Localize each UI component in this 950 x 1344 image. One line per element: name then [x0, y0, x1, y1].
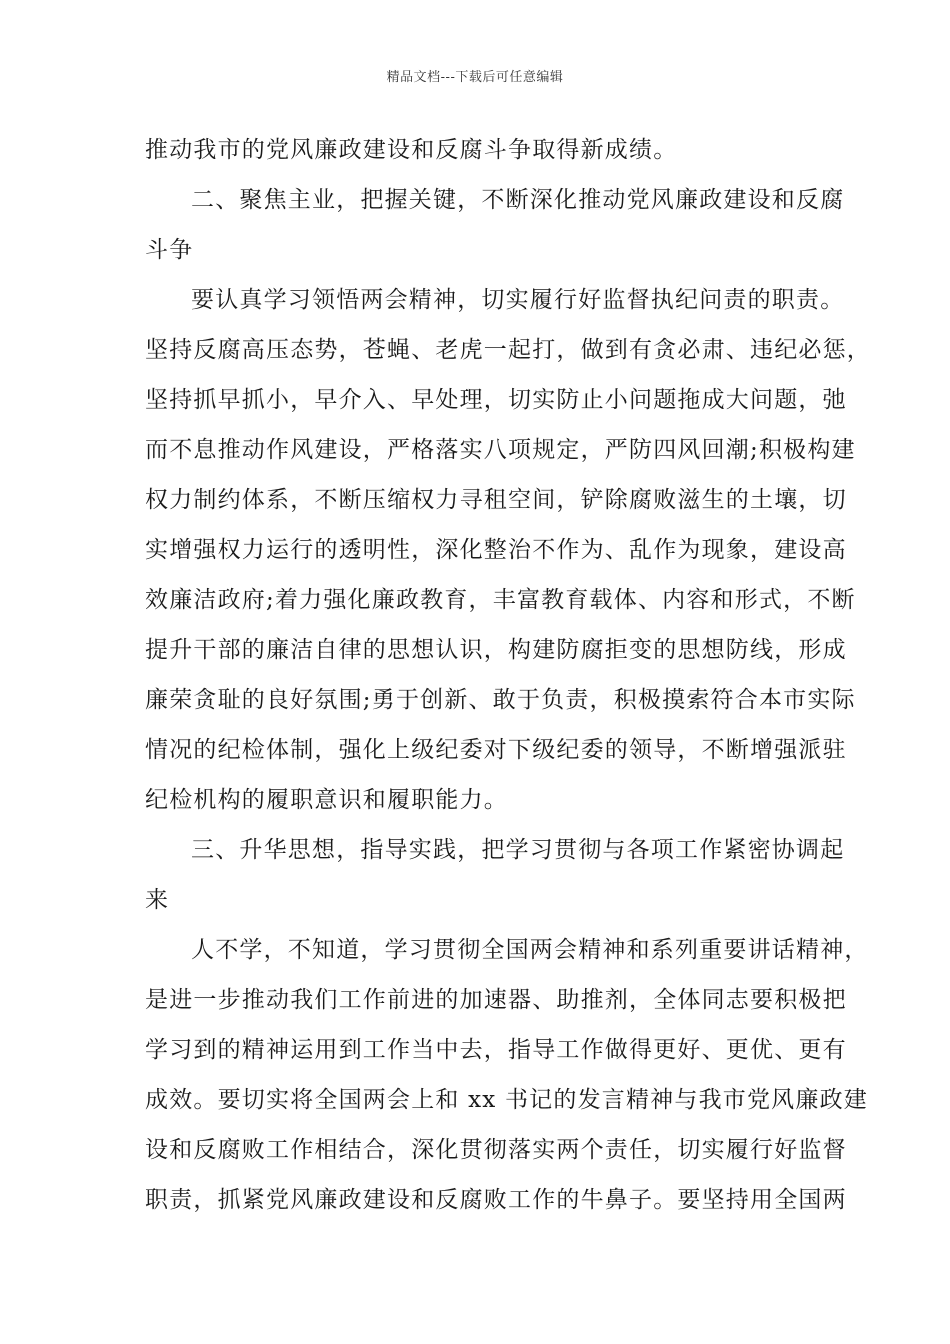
body-line: 效廉洁政府;着力强化廉政教育，丰富教育载体、内容和形式，不断 [145, 587, 856, 613]
body-line: 职责，抓紧党风廉政建设和反腐败工作的牛鼻子。要坚持用全国两 [145, 1187, 847, 1213]
body-line: 坚持抓早抓小，早介入、早处理，切实防止小问题拖成大问题，弛 [145, 387, 847, 413]
body-line: 学习到的精神运用到工作当中去，指导工作做得更好、更优、更有 [145, 1037, 847, 1063]
body-line: 推动我市的党风廉政建设和反腐斗争取得新成绩。 [145, 137, 678, 163]
body-line: 是进一步推动我们工作前进的加速器、助推剂，全体同志要积极把 [145, 987, 847, 1013]
paragraph-first-line: 人不学，不知道，学习贯彻全国两会精神和系列重要讲话精神， [191, 937, 869, 963]
body-line: 提升干部的廉洁自律的思想认识，构建防腐拒变的思想防线，形成 [145, 637, 847, 663]
body-line: 权力制约体系，不断压缩权力寻租空间，铲除腐败滋生的土壤，切 [145, 487, 847, 513]
paragraph-first-line: 要认真学习领悟两会精神，切实履行好监督执纪问责的职责。 [191, 287, 845, 313]
section-heading-line: 斗争 [145, 237, 194, 263]
section-heading-line: 三、升华思想，指导实践，把学习贯彻与各项工作紧密协调起 [191, 837, 845, 863]
section-heading-line: 来 [145, 887, 170, 913]
body-line: 坚持反腐高压态势，苍蝇、老虎一起打，做到有贪必肃、违纪必惩， [145, 337, 871, 363]
page-header: 精品文档---下载后可任意编辑 [386, 70, 564, 85]
body-line: 纪检机构的履职意识和履职能力。 [145, 787, 508, 813]
body-line: 情况的纪检体制，强化上级纪委对下级纪委的领导，不断增强派驻 [145, 737, 847, 763]
body-line: 廉荣贪耻的良好氛围;勇于创新、敢于负责，积极摸索符合本市实际 [145, 687, 856, 713]
body-line: 设和反腐败工作相结合，深化贯彻落实两个责任，切实履行好监督 [145, 1137, 847, 1163]
body-line: 而不息推动作风建设，严格落实八项规定，严防四风回潮;积极构建 [145, 437, 856, 463]
body-line: 成效。要切实将全国两会上和 xx 书记的发言精神与我市党风廉政建 [145, 1087, 868, 1113]
body-line: 实增强权力运行的透明性，深化整治不作为、乱作为现象，建设高 [145, 537, 847, 563]
section-heading-line: 二、聚焦主业，把握关键，不断深化推动党风廉政建设和反腐 [191, 187, 845, 213]
